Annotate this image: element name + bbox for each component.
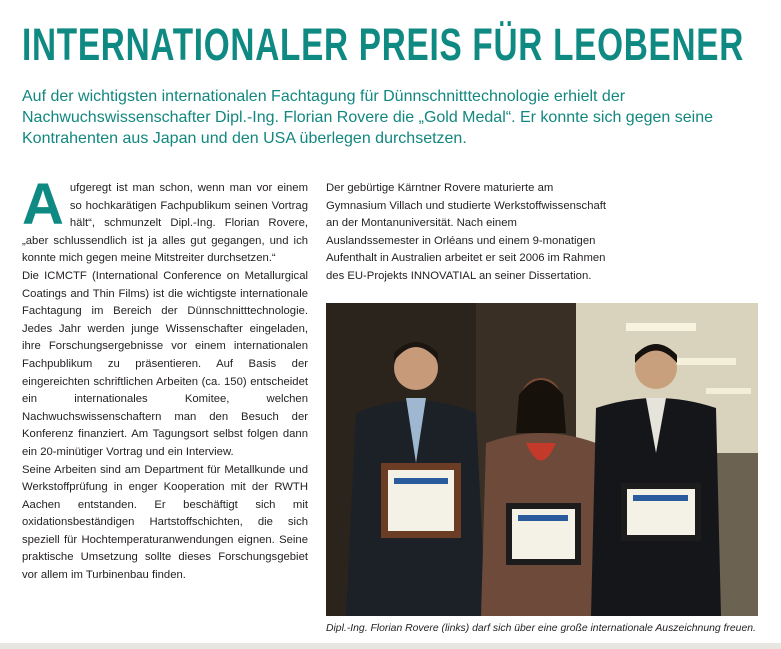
lead-paragraph: Auf der wichtigsten internationalen Fachtagung für Dünnschnitttechnologie erhielt der Nachwuchswissenschafter Dipl.-Ing. Florian Rovere die „Gold Medal“. Er konnte sich gegen seine Kontrahenten aus Japan und den USA überlegen durchsetzen.	[22, 88, 713, 147]
article-column-2	[326, 180, 610, 286]
article-column-1	[22, 172, 308, 585]
body-paragraph-4: Der gebürtige Kärntner Rovere maturierte am Gymnasium Villach und studierte Werkstoffwissenschaft an der Montanuniversität. Nach einem Auslandssemester in Orléans und einem 9-monatigen Aufenthalt in Australien arbeitet er seit 2006 im Rahmen des EU-Projekts INNOVATIAL an seiner Dissertation.	[326, 182, 607, 282]
award-photo-illustration	[326, 303, 758, 616]
body-paragraph-1: ufgeregt ist man schon, wenn man vor einem so hochkarätigen Fachpublikum seinen Vortrag hält“, schmunzelt Dipl.-Ing. Florian Rovere, „aber schlussendlich ist ja alles gut gegangen, und ich konnte mich gegen meine Mitstreiter durchsetzen.“	[22, 182, 308, 265]
body-paragraph-3: Seine Arbeiten sind am Department für Metallkunde und Werkstoffprüfung in enger Kooperation mit der RWTH Aachen entstanden. Er beschäftigt sich mit oxidationsbeständigen Hartstoffschichten, die sich speziell für Hochtemperaturanwendungen eignen. Seine praktische Umsetzung sollte dieses Forschungsgebiet vor allem im Turbinenbau finden.	[22, 463, 308, 582]
award-photo	[326, 303, 758, 616]
headline: INTERNATIONALER PREIS FÜR LEOBENER	[22, 19, 745, 70]
photo-caption: Dipl.-Ing. Florian Rovere (links) darf sich über eine große internationale Auszeichnung freuen.	[326, 623, 756, 634]
page-bottom-rule	[0, 643, 781, 649]
drop-cap: A	[22, 172, 64, 237]
body-paragraph-2: Die ICMCTF (International Conference on Metallurgical Coatings and Thin Films) ist die wichtigste internationale Fachtagung im Bereich der Dünnschnitttechnologie. Jedes Jahr werden junge Wissenschafter eingeladen, ihre Forschungsergebnisse vor einem internationalen Fachpublikum zu präsentieren. Auf Basis der eingereichten schriftlichen Arbeiten (ca. 150) entscheidet ein internationales Komitee, welchen Nachwuchswissenschaftern man den Besuch der Konferenz finanziert. Am Tagungsort selbst folgen dann ein 20-minütiger Vortrag und ein Interview.	[22, 269, 308, 458]
